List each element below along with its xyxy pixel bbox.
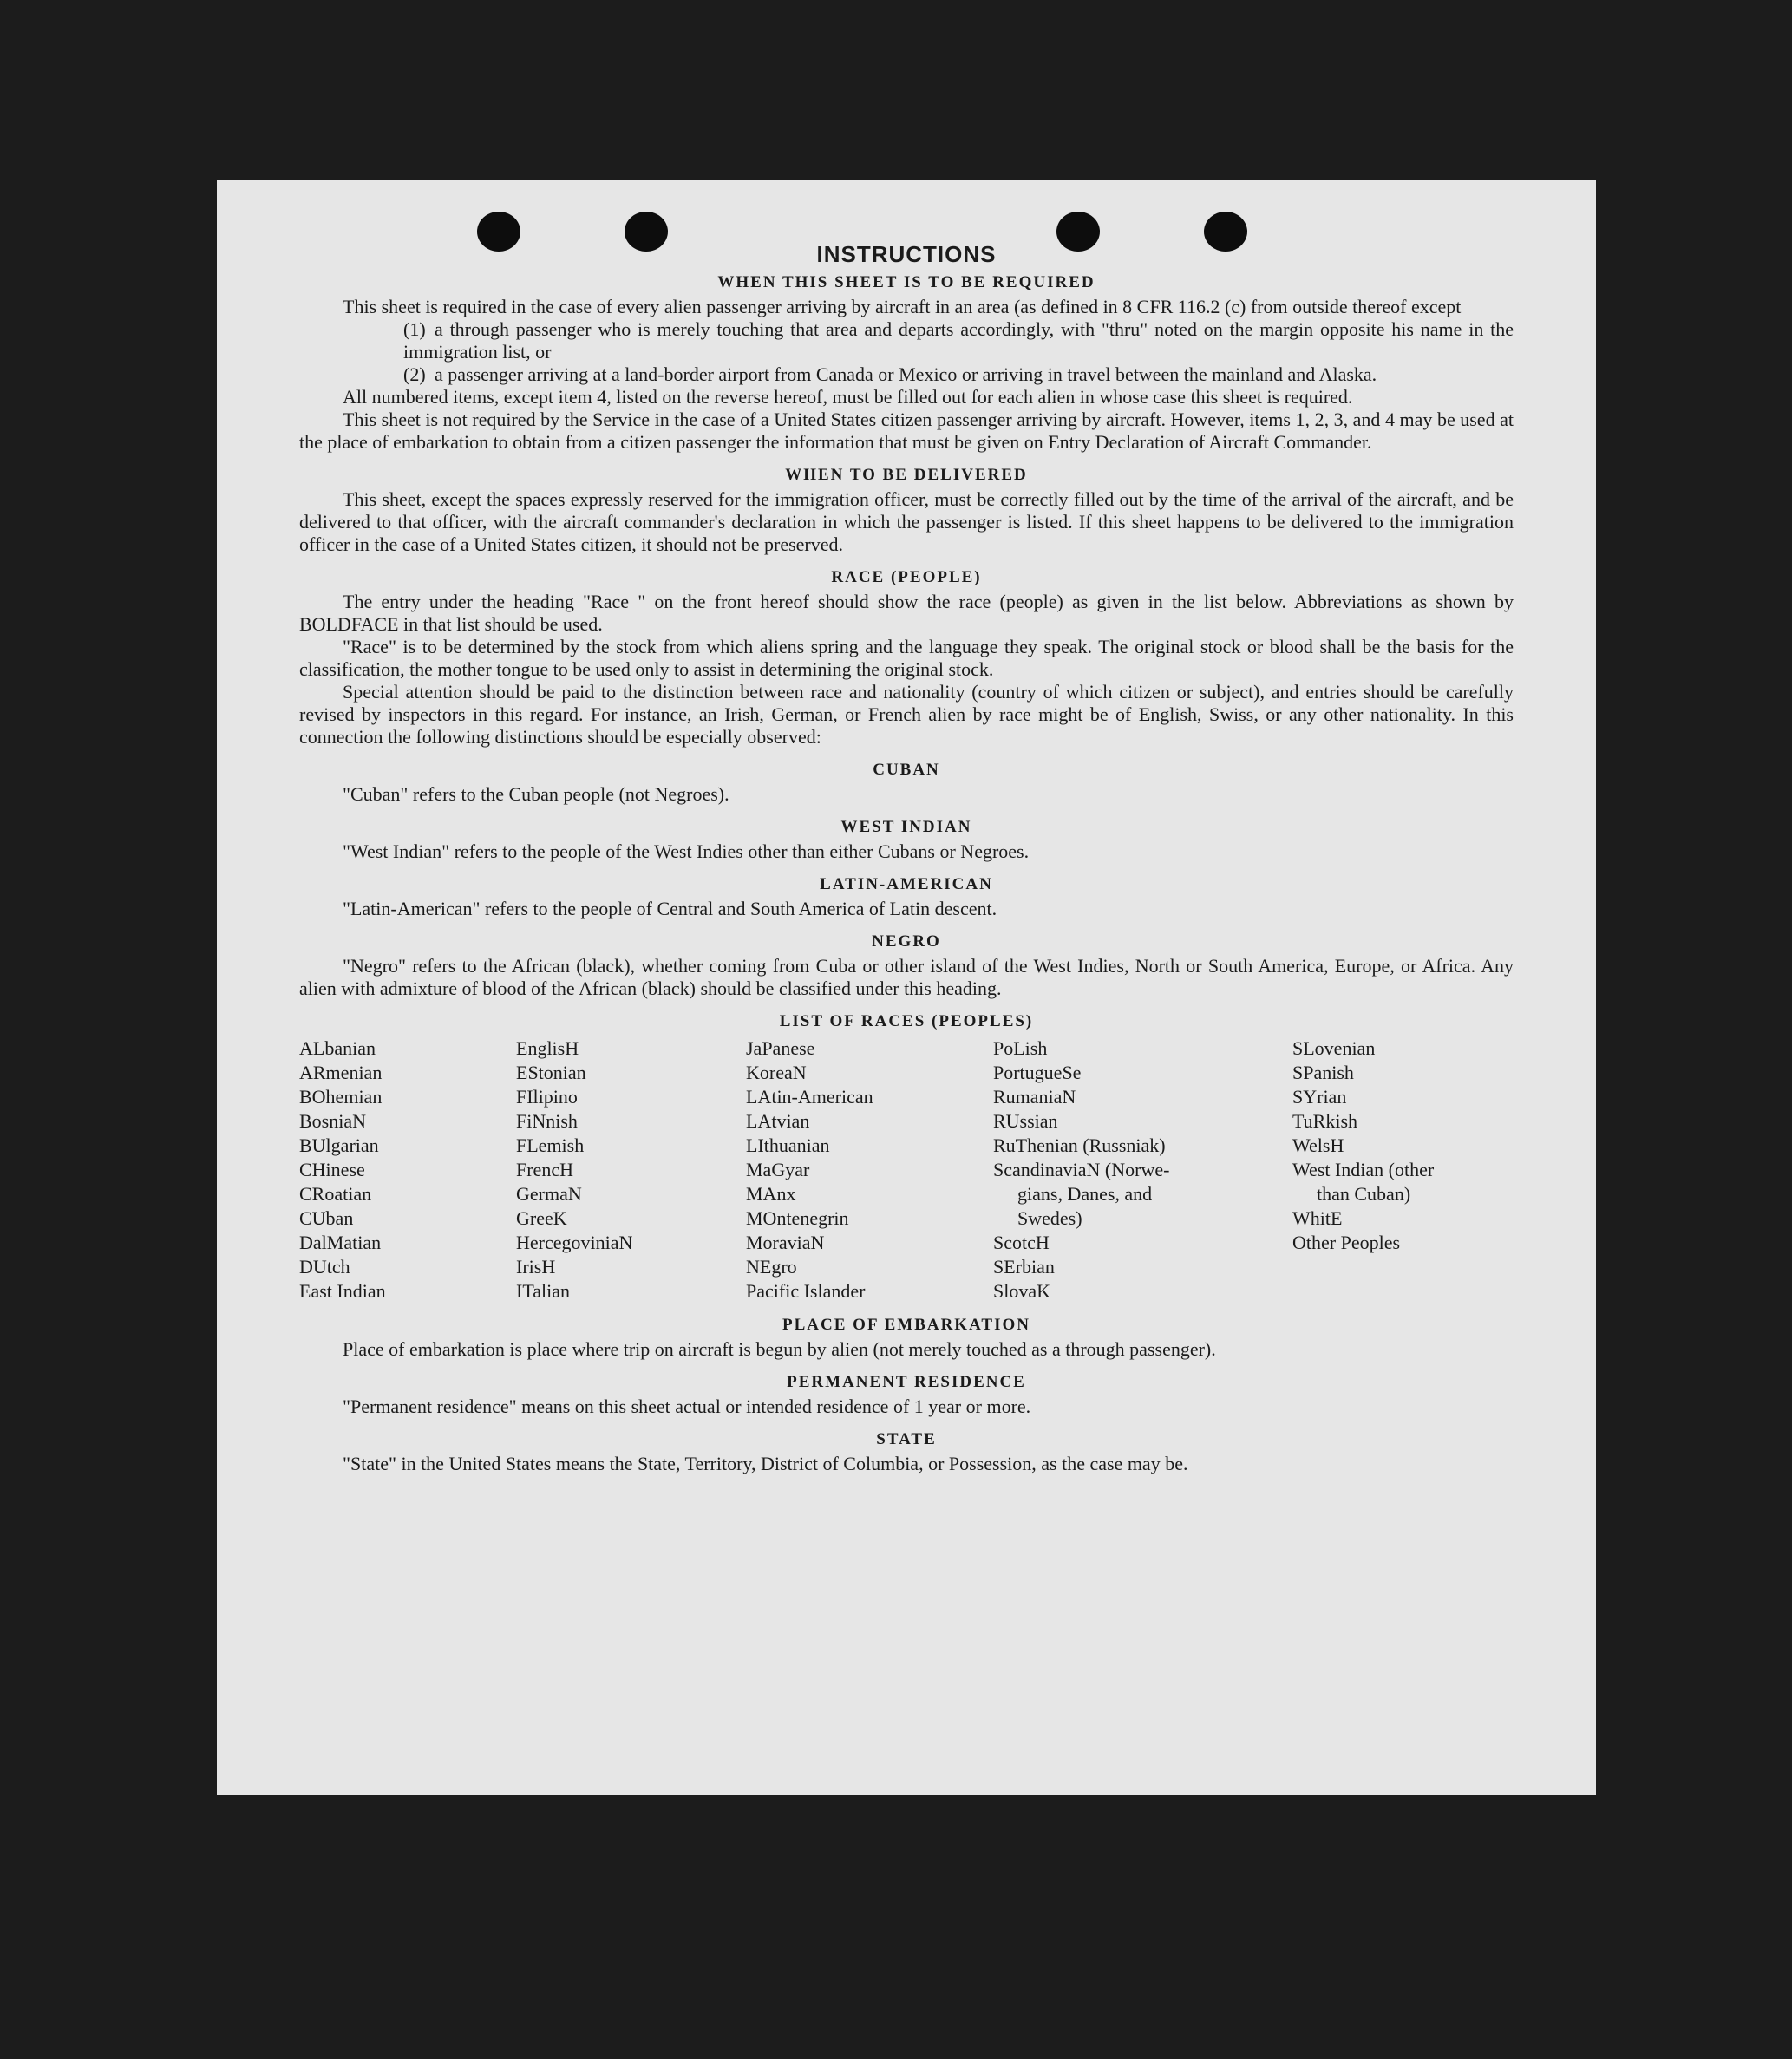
race-entry: GermaN [516, 1183, 582, 1205]
race-entry: WelsH [1292, 1134, 1344, 1156]
race-entry: FrencH [516, 1159, 573, 1180]
races-list [299, 1036, 1514, 1304]
list-item-2 [403, 363, 1514, 386]
race-entry: CRoatian [299, 1183, 372, 1205]
section-heading-west-indian: WEST INDIAN [840, 818, 972, 836]
race-entry: SYrian [1292, 1086, 1347, 1108]
punch-hole [477, 212, 520, 252]
race-entry: ScotcH [993, 1232, 1050, 1253]
list-text: a passenger arriving at a land-border airport from Canada or Mexico or arriving in travel between the mainland and Alaska. [435, 363, 1377, 385]
race-entry: TuRkish [1292, 1110, 1358, 1132]
race-entry: SLovenian [1292, 1037, 1376, 1059]
race-entry: CHinese [299, 1159, 365, 1180]
section-heading-cuban: CUBAN [873, 761, 940, 779]
race-entry: West Indian (other [1292, 1159, 1435, 1180]
race-entry: ALbanian [299, 1037, 376, 1059]
races-column-3 [746, 1036, 993, 1304]
race-entry: ARmenian [299, 1062, 383, 1083]
race-entry: RuThenian (Russniak) [993, 1134, 1166, 1156]
race-entry: LAtvian [746, 1110, 810, 1132]
race-entry: DalMatian [299, 1232, 382, 1253]
race-entry: MoraviaN [746, 1232, 825, 1253]
race-entry: PortugueSe [993, 1062, 1082, 1083]
race-entry: EnglisH [516, 1037, 579, 1059]
race-entry: SPanish [1292, 1062, 1354, 1083]
paragraph: The entry under the heading "Race " on the front hereof should show the race (people) as given in the list below. Abbreviations as shown by BOLDFACE in that list should be used. [299, 591, 1514, 635]
race-entry: LAtin-American [746, 1086, 873, 1108]
race-entry: SErbian [993, 1256, 1055, 1278]
paragraph: This sheet is not required by the Service in the case of a United States citizen passenger arriving by aircraft. However, items 1, 2, 3, and 4 may be used at the place of embarkation to obtain from a citizen passenger the information that must be given on Entry Declaration of Aircraft Commander. [299, 409, 1514, 453]
race-entry: CUban [299, 1207, 354, 1229]
race-entry: ITalian [516, 1280, 570, 1302]
race-entry: East Indian [299, 1280, 386, 1302]
race-entry-continued: than Cuban) [1317, 1183, 1411, 1205]
list-number: (1) [403, 318, 426, 340]
paragraph: Special attention should be paid to the distinction between race and nationality (country of which citizen or subject), and entries should be carefully revised by inspectors in this regard. For instance, an Irish, German, or French alien by race might be of English, Swiss, or any other nationality. In this connection the following distinctions should be especially observed: [299, 681, 1514, 748]
section-heading-permanent-residence: PERMANENT RESIDENCE [787, 1373, 1026, 1391]
race-entry: RumaniaN [993, 1086, 1076, 1108]
race-entry: BUlgarian [299, 1134, 379, 1156]
page-title: INSTRUCTIONS [816, 241, 997, 267]
race-entry: MOntenegrin [746, 1207, 849, 1229]
race-entry: MAnx [746, 1183, 796, 1205]
race-entry: FiNnish [516, 1110, 578, 1132]
race-entry: FLemish [516, 1134, 585, 1156]
paragraph: All numbered items, except item 4, listed on the reverse hereof, must be filled out for each alien in whose case this sheet is required. [343, 386, 1353, 408]
punch-hole [625, 212, 668, 252]
section-heading-state: STATE [876, 1430, 937, 1448]
race-entry: GreeK [516, 1207, 567, 1229]
section-heading-negro: NEGRO [872, 932, 941, 951]
race-entry: JaPanese [746, 1037, 815, 1059]
race-entry: HercegovinіaN [516, 1232, 633, 1253]
race-entry: Other Peoples [1292, 1232, 1401, 1253]
races-column-2 [516, 1036, 746, 1304]
punch-hole [1204, 212, 1247, 252]
section-heading-list-of-races: LIST OF RACES (PEOPLES) [779, 1012, 1034, 1030]
race-entry: RUssian [993, 1110, 1058, 1132]
race-entry: KoreaN [746, 1062, 807, 1083]
race-entry-continued: gians, Danes, and [1017, 1183, 1153, 1205]
section-heading-latin-american: LATIN-AMERICAN [820, 875, 993, 893]
race-entry: PoLish [993, 1037, 1048, 1059]
race-entry: EStonian [516, 1062, 586, 1083]
race-entry: LIthuanian [746, 1134, 830, 1156]
list-item-1 [403, 318, 1514, 363]
paragraph: "State" in the United States means the State, Territory, District of Columbia, or Possession, as the case may be. [343, 1453, 1188, 1474]
paragraph: This sheet is required in the case of every alien passenger arriving by aircraft in an area (as defined in 8 CFR 116.2 (c) from outside thereof except [343, 296, 1462, 317]
paragraph: This sheet, except the spaces expressly reserved for the immigration officer, must be correctly filled out by the time of the arrival of the aircraft, and be delivered to that officer, with the aircraft commander's declaration in which the passenger is listed. If this sheet happens to be delivered to the immigration officer in the case of a United States citizen, it should not be preserved. [299, 488, 1514, 555]
race-entry: SlovaK [993, 1280, 1050, 1302]
race-entry: ScandinaviaN (Norwe- [993, 1159, 1170, 1180]
race-entry: BOhemian [299, 1086, 383, 1108]
paragraph: "Cuban" refers to the Cuban people (not Negroes). [343, 783, 729, 805]
section-heading-when-required: WHEN THIS SHEET IS TO BE REQUIRED [717, 273, 1095, 291]
races-column-4 [993, 1036, 1292, 1304]
paragraph: "Latin-American" refers to the people of Central and South America of Latin descent. [343, 898, 997, 919]
races-column-5 [1292, 1036, 1492, 1304]
race-entry: Pacific Islander [746, 1280, 866, 1302]
list-text: a through passenger who is merely touching that area and departs accordingly, with "thru" noted on the margin opposite his name in the immigration list, or [403, 318, 1514, 363]
paragraph: Place of embarkation is place where trip on aircraft is begun by alien (not merely touched as a through passenger). [343, 1338, 1216, 1360]
section-heading-race: RACE (PEOPLE) [831, 568, 982, 586]
races-column-1 [299, 1036, 516, 1304]
paragraph: "Permanent residence" means on this sheet actual or intended residence of 1 year or more. [343, 1396, 1031, 1417]
punch-hole [1056, 212, 1100, 252]
race-entry: DUtch [299, 1256, 350, 1278]
race-entry: IrisH [516, 1256, 556, 1278]
instruction-sheet [217, 180, 1596, 1795]
paragraph: "Race" is to be determined by the stock from which aliens spring and the language they speak. The original stock or blood shall be the basis for the classification, the mother tongue to be used only to assist in determining the original stock. [299, 636, 1514, 680]
list-number: (2) [403, 363, 426, 385]
section-heading-embarkation: PLACE OF EMBARKATION [782, 1316, 1030, 1334]
race-entry: MaGyar [746, 1159, 810, 1180]
paragraph: "Negro" refers to the African (black), whether coming from Cuba or other island of the West Indies, North or South America, Europe, or Africa. Any alien with admixture of blood of the African (black) should be classified under this heading. [299, 955, 1514, 999]
race-entry: NEgro [746, 1256, 797, 1278]
race-entry: WhitE [1292, 1207, 1343, 1229]
race-entry-continued: Swedes) [1017, 1207, 1082, 1229]
race-entry: FIlipino [516, 1086, 578, 1108]
paragraph: "West Indian" refers to the people of the West Indies other than either Cubans or Negroes. [343, 840, 1030, 862]
race-entry: BosniaN [299, 1110, 366, 1132]
section-heading-when-delivered: WHEN TO BE DELIVERED [785, 466, 1028, 484]
